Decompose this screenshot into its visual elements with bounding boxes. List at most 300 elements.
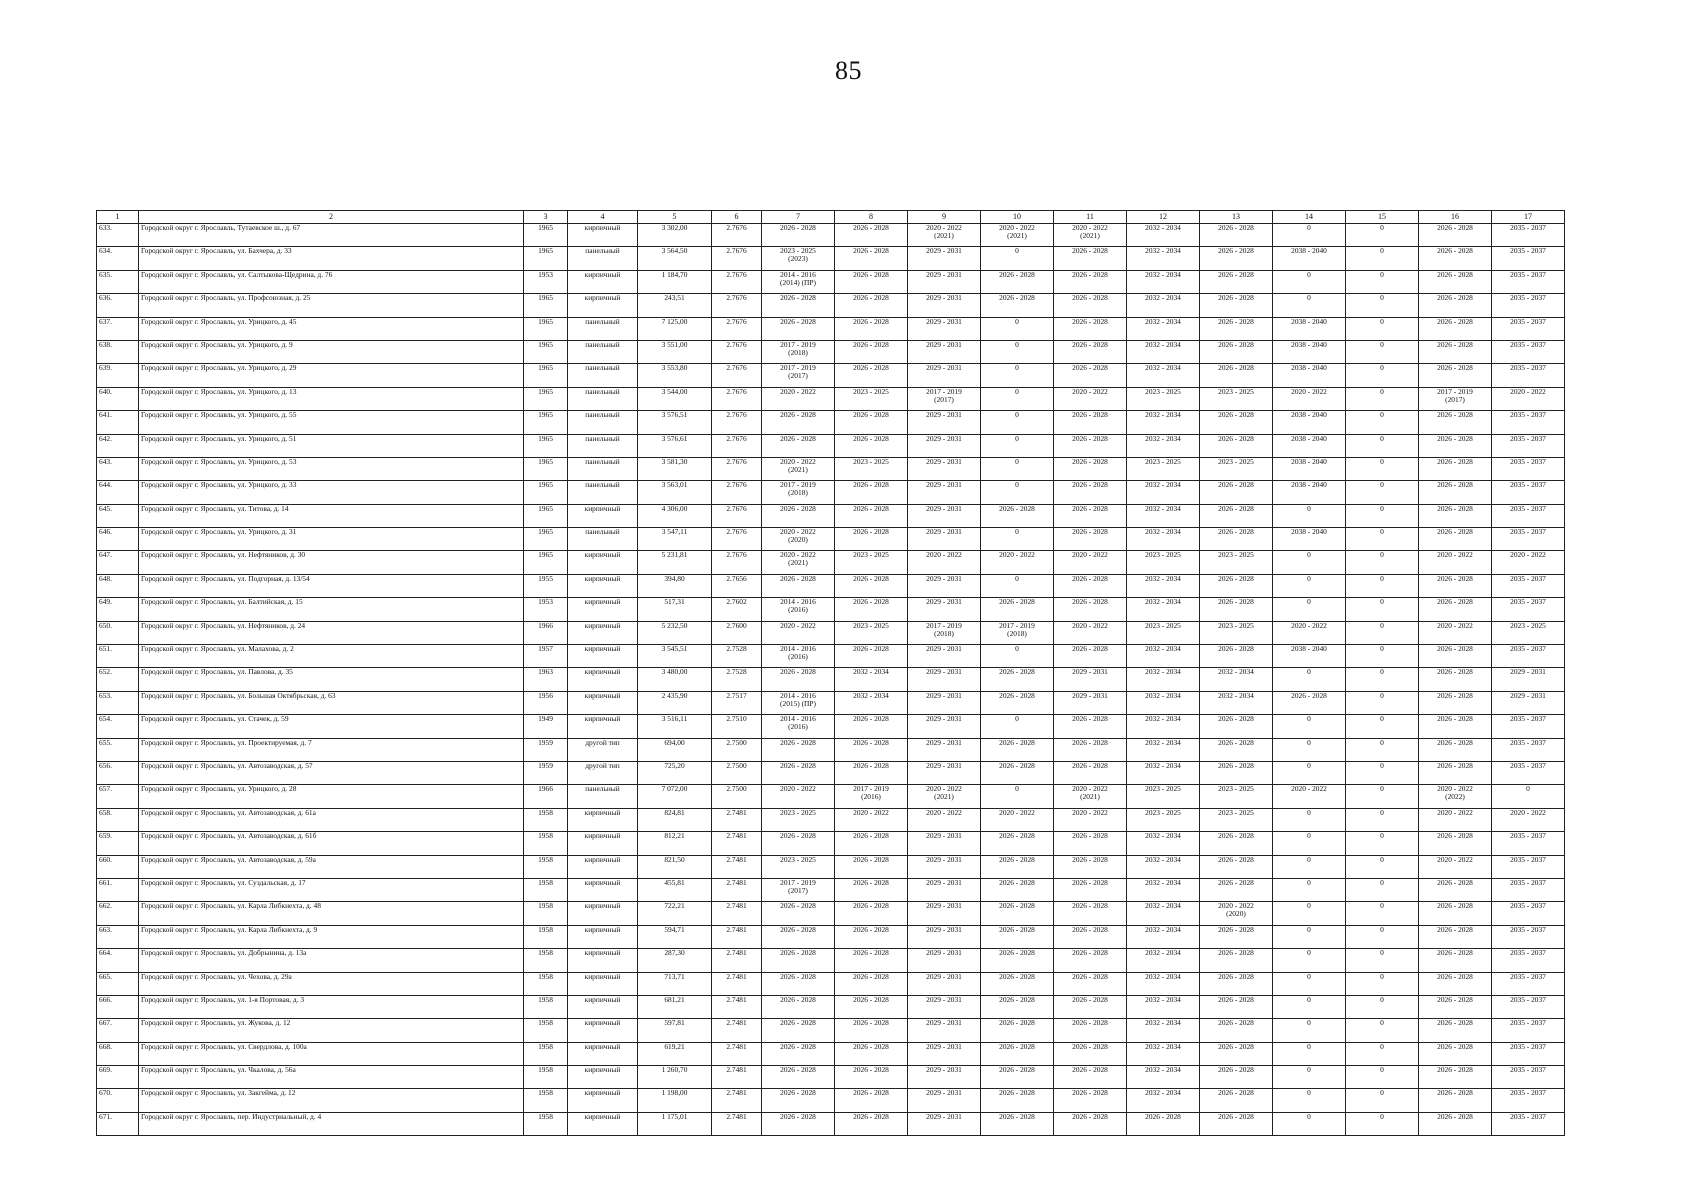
ratio-cell: 2.7481 bbox=[712, 1112, 762, 1135]
year-built-cell: 1965 bbox=[524, 387, 568, 410]
col-8-cell: 2026 - 2028 bbox=[835, 411, 908, 434]
wall-material-cell: кирпичный bbox=[568, 551, 638, 574]
wall-material-cell: кирпичный bbox=[568, 972, 638, 995]
table-row bbox=[97, 481, 1565, 504]
col-17-cell: 2035 - 2037 bbox=[1492, 574, 1565, 597]
area-cell: 7 125,00 bbox=[638, 317, 712, 340]
wall-material-cell: кирпичный bbox=[568, 598, 638, 621]
table-row bbox=[97, 457, 1565, 480]
col-13-cell: 2023 - 2025 bbox=[1200, 457, 1273, 480]
col-7-cell: 2026 - 2028 bbox=[762, 925, 835, 948]
area-cell: 3 302,00 bbox=[638, 224, 712, 247]
col-7-cell: 2017 - 2019 (2018) bbox=[762, 340, 835, 363]
address-cell: Городской округ г. Ярославль, ул. Большая Октябрьская, д. 63 bbox=[139, 691, 524, 714]
col-17-cell: 2035 - 2037 bbox=[1492, 1019, 1565, 1042]
col-7-cell: 2017 - 2019 (2017) bbox=[762, 364, 835, 387]
address-cell: Городской округ г. Ярославль, ул. Автозаводская, д. 57 bbox=[139, 761, 524, 784]
col-10-cell: 0 bbox=[981, 457, 1054, 480]
col-12-cell: 2032 - 2034 bbox=[1127, 1089, 1200, 1112]
area-cell: 681,21 bbox=[638, 995, 712, 1018]
col-13-cell: 2026 - 2028 bbox=[1200, 434, 1273, 457]
row-number-cell: 670. bbox=[97, 1089, 139, 1112]
address-cell: Городской округ г. Ярославль, ул. Нефтяников, д. 24 bbox=[139, 621, 524, 644]
col-10-cell: 2026 - 2028 bbox=[981, 878, 1054, 901]
area-cell: 821,50 bbox=[638, 855, 712, 878]
row-number-cell: 638. bbox=[97, 340, 139, 363]
col-14-cell: 0 bbox=[1273, 808, 1346, 831]
col-8-cell: 2026 - 2028 bbox=[835, 645, 908, 668]
col-14-cell: 0 bbox=[1273, 1042, 1346, 1065]
address-cell: Городской округ г. Ярославль, ул. Нефтяников, д. 30 bbox=[139, 551, 524, 574]
col-8-cell: 2017 - 2019 (2016) bbox=[835, 785, 908, 808]
col-9-cell: 2029 - 2031 bbox=[908, 761, 981, 784]
col-11-cell: 2026 - 2028 bbox=[1054, 761, 1127, 784]
table-row bbox=[97, 715, 1565, 738]
ratio-cell: 2.7676 bbox=[712, 340, 762, 363]
wall-material-cell: кирпичный bbox=[568, 1112, 638, 1135]
col-10-cell: 2026 - 2028 bbox=[981, 668, 1054, 691]
row-number-cell: 664. bbox=[97, 949, 139, 972]
col-9-cell: 2029 - 2031 bbox=[908, 457, 981, 480]
col-15-cell: 0 bbox=[1346, 761, 1419, 784]
col-12-cell: 2023 - 2025 bbox=[1127, 457, 1200, 480]
row-number-cell: 667. bbox=[97, 1019, 139, 1042]
col-17-cell: 0 bbox=[1492, 785, 1565, 808]
col-12-cell: 2032 - 2034 bbox=[1127, 832, 1200, 855]
wall-material-cell: панельный bbox=[568, 481, 638, 504]
row-number-cell: 648. bbox=[97, 574, 139, 597]
col-13-cell: 2023 - 2025 bbox=[1200, 621, 1273, 644]
wall-material-cell: панельный bbox=[568, 247, 638, 270]
col-12-cell: 2032 - 2034 bbox=[1127, 317, 1200, 340]
address-cell: Городской округ г. Ярославль, ул. Урицкого, д. 28 bbox=[139, 785, 524, 808]
col-10-cell: 0 bbox=[981, 247, 1054, 270]
address-cell: Городской округ г. Ярославль, ул. Урицкого, д. 55 bbox=[139, 411, 524, 434]
col-9-cell: 2029 - 2031 bbox=[908, 598, 981, 621]
col-9-cell: 2029 - 2031 bbox=[908, 364, 981, 387]
col-11-cell: 2026 - 2028 bbox=[1054, 1042, 1127, 1065]
address-cell: Городской округ г. Ярославль, ул. Чехова, д. 29а bbox=[139, 972, 524, 995]
col-17-cell: 2020 - 2022 bbox=[1492, 808, 1565, 831]
col-13-cell: 2032 - 2034 bbox=[1200, 691, 1273, 714]
col-9-cell: 2020 - 2022 (2021) bbox=[908, 785, 981, 808]
col-12-cell: 2032 - 2034 bbox=[1127, 878, 1200, 901]
col-11-cell: 2026 - 2028 bbox=[1054, 738, 1127, 761]
col-15-cell: 0 bbox=[1346, 294, 1419, 317]
col-7-cell: 2026 - 2028 bbox=[762, 411, 835, 434]
ratio-cell: 2.7500 bbox=[712, 761, 762, 784]
year-built-cell: 1965 bbox=[524, 457, 568, 480]
col-11-cell: 2020 - 2022 bbox=[1054, 621, 1127, 644]
address-cell: Городской округ г. Ярославль, ул. Карла Либкнехта, д. 48 bbox=[139, 902, 524, 925]
col-17-cell: 2035 - 2037 bbox=[1492, 247, 1565, 270]
row-number-cell: 658. bbox=[97, 808, 139, 831]
col-14-cell: 2026 - 2028 bbox=[1273, 691, 1346, 714]
col-16-cell: 2026 - 2028 bbox=[1419, 832, 1492, 855]
col-9-cell: 2017 - 2019 (2018) bbox=[908, 621, 981, 644]
col-7-cell: 2026 - 2028 bbox=[762, 1112, 835, 1135]
col-11-cell: 2026 - 2028 bbox=[1054, 574, 1127, 597]
col-12-cell: 2032 - 2034 bbox=[1127, 949, 1200, 972]
col-15-cell: 0 bbox=[1346, 925, 1419, 948]
col-10-cell: 0 bbox=[981, 715, 1054, 738]
row-number-cell: 635. bbox=[97, 270, 139, 293]
col-17-cell: 2035 - 2037 bbox=[1492, 1089, 1565, 1112]
wall-material-cell: панельный bbox=[568, 387, 638, 410]
col-9-cell: 2029 - 2031 bbox=[908, 247, 981, 270]
col-13-cell: 2026 - 2028 bbox=[1200, 715, 1273, 738]
col-7-cell: 2026 - 2028 bbox=[762, 668, 835, 691]
col-14-cell: 0 bbox=[1273, 1066, 1346, 1089]
ratio-cell: 2.7481 bbox=[712, 972, 762, 995]
col-10-cell: 2026 - 2028 bbox=[981, 855, 1054, 878]
table-row bbox=[97, 878, 1565, 901]
table-row bbox=[97, 621, 1565, 644]
col-17-cell: 2035 - 2037 bbox=[1492, 925, 1565, 948]
col-15-cell: 0 bbox=[1346, 364, 1419, 387]
col-7-cell: 2026 - 2028 bbox=[762, 832, 835, 855]
col-7-cell: 2014 - 2016 (2016) bbox=[762, 598, 835, 621]
col-7-cell: 2026 - 2028 bbox=[762, 1019, 835, 1042]
ratio-cell: 2.7676 bbox=[712, 411, 762, 434]
col-7-cell: 2020 - 2022 (2021) bbox=[762, 551, 835, 574]
col-15-cell: 0 bbox=[1346, 878, 1419, 901]
col-13-cell: 2026 - 2028 bbox=[1200, 340, 1273, 363]
col-12-cell: 2032 - 2034 bbox=[1127, 598, 1200, 621]
col-11-cell: 2026 - 2028 bbox=[1054, 528, 1127, 551]
col-11-cell: 2026 - 2028 bbox=[1054, 878, 1127, 901]
col-17-cell: 2035 - 2037 bbox=[1492, 902, 1565, 925]
col-17-cell: 2035 - 2037 bbox=[1492, 224, 1565, 247]
row-number-cell: 657. bbox=[97, 785, 139, 808]
area-cell: 3 576,51 bbox=[638, 411, 712, 434]
col-17-cell: 2035 - 2037 bbox=[1492, 340, 1565, 363]
table-row bbox=[97, 1019, 1565, 1042]
area-cell: 517,31 bbox=[638, 598, 712, 621]
col-8-cell: 2026 - 2028 bbox=[835, 364, 908, 387]
wall-material-cell: панельный bbox=[568, 785, 638, 808]
col-17-cell: 2035 - 2037 bbox=[1492, 411, 1565, 434]
ratio-cell: 2.7500 bbox=[712, 738, 762, 761]
col-11-cell: 2020 - 2022 bbox=[1054, 551, 1127, 574]
year-built-cell: 1959 bbox=[524, 761, 568, 784]
col-16-cell: 2026 - 2028 bbox=[1419, 481, 1492, 504]
col-8-cell: 2026 - 2028 bbox=[835, 270, 908, 293]
year-built-cell: 1965 bbox=[524, 317, 568, 340]
area-cell: 5 231,81 bbox=[638, 551, 712, 574]
col-11-cell: 2029 - 2031 bbox=[1054, 691, 1127, 714]
col-7-cell: 2026 - 2028 bbox=[762, 972, 835, 995]
col-16-cell: 2026 - 2028 bbox=[1419, 995, 1492, 1018]
year-built-cell: 1958 bbox=[524, 808, 568, 831]
area-cell: 824,81 bbox=[638, 808, 712, 831]
col-8-cell: 2026 - 2028 bbox=[835, 574, 908, 597]
col-10-cell: 2026 - 2028 bbox=[981, 1066, 1054, 1089]
col-15-cell: 0 bbox=[1346, 995, 1419, 1018]
address-cell: Городской округ г. Ярославль, ул. Автозаводская, д. 61а bbox=[139, 808, 524, 831]
col-9-cell: 2029 - 2031 bbox=[908, 715, 981, 738]
table-row bbox=[97, 434, 1565, 457]
col-12-cell: 2032 - 2034 bbox=[1127, 855, 1200, 878]
col-11-cell: 2029 - 2031 bbox=[1054, 668, 1127, 691]
col-14-cell: 0 bbox=[1273, 761, 1346, 784]
col-17-cell: 2035 - 2037 bbox=[1492, 832, 1565, 855]
wall-material-cell: кирпичный bbox=[568, 270, 638, 293]
row-number-cell: 645. bbox=[97, 504, 139, 527]
col-12-cell: 2032 - 2034 bbox=[1127, 270, 1200, 293]
col-12-cell: 2032 - 2034 bbox=[1127, 738, 1200, 761]
col-8-cell: 2026 - 2028 bbox=[835, 294, 908, 317]
year-built-cell: 1965 bbox=[524, 551, 568, 574]
col-16-cell: 2026 - 2028 bbox=[1419, 738, 1492, 761]
col-14-cell: 2020 - 2022 bbox=[1273, 621, 1346, 644]
col-7-cell: 2026 - 2028 bbox=[762, 317, 835, 340]
col-17-cell: 2035 - 2037 bbox=[1492, 949, 1565, 972]
col-16-cell: 2026 - 2028 bbox=[1419, 1066, 1492, 1089]
col-7-cell: 2014 - 2016 (2014) (ПР) bbox=[762, 270, 835, 293]
area-cell: 5 232,50 bbox=[638, 621, 712, 644]
col-12-cell: 2032 - 2034 bbox=[1127, 434, 1200, 457]
col-8-cell: 2032 - 2034 bbox=[835, 691, 908, 714]
col-13-cell: 2026 - 2028 bbox=[1200, 761, 1273, 784]
year-built-cell: 1958 bbox=[524, 902, 568, 925]
year-built-cell: 1958 bbox=[524, 1042, 568, 1065]
column-number-cell: 7 bbox=[762, 211, 835, 224]
address-cell: Городской округ г. Ярославль, ул. Павлова, д. 35 bbox=[139, 668, 524, 691]
address-cell: Городской округ г. Ярославль, ул. Урицкого, д. 45 bbox=[139, 317, 524, 340]
col-8-cell: 2026 - 2028 bbox=[835, 832, 908, 855]
year-built-cell: 1958 bbox=[524, 878, 568, 901]
col-17-cell: 2035 - 2037 bbox=[1492, 645, 1565, 668]
area-cell: 1 184,70 bbox=[638, 270, 712, 293]
col-15-cell: 0 bbox=[1346, 411, 1419, 434]
col-10-cell: 0 bbox=[981, 481, 1054, 504]
ratio-cell: 2.7481 bbox=[712, 1019, 762, 1042]
col-15-cell: 0 bbox=[1346, 645, 1419, 668]
col-16-cell: 2017 - 2019 (2017) bbox=[1419, 387, 1492, 410]
col-8-cell: 2026 - 2028 bbox=[835, 224, 908, 247]
table-row bbox=[97, 294, 1565, 317]
col-11-cell: 2026 - 2028 bbox=[1054, 1019, 1127, 1042]
col-9-cell: 2029 - 2031 bbox=[908, 528, 981, 551]
column-number-cell: 12 bbox=[1127, 211, 1200, 224]
col-12-cell: 2032 - 2034 bbox=[1127, 294, 1200, 317]
col-13-cell: 2026 - 2028 bbox=[1200, 949, 1273, 972]
col-10-cell: 0 bbox=[981, 411, 1054, 434]
year-built-cell: 1955 bbox=[524, 574, 568, 597]
col-12-cell: 2032 - 2034 bbox=[1127, 574, 1200, 597]
column-number-cell: 5 bbox=[638, 211, 712, 224]
col-11-cell: 2020 - 2022 bbox=[1054, 808, 1127, 831]
col-11-cell: 2026 - 2028 bbox=[1054, 270, 1127, 293]
year-built-cell: 1958 bbox=[524, 995, 568, 1018]
ratio-cell: 2.7528 bbox=[712, 668, 762, 691]
col-10-cell: 2020 - 2022 (2021) bbox=[981, 224, 1054, 247]
col-16-cell: 2026 - 2028 bbox=[1419, 1089, 1492, 1112]
col-15-cell: 0 bbox=[1346, 317, 1419, 340]
wall-material-cell: панельный bbox=[568, 457, 638, 480]
col-13-cell: 2020 - 2022 (2020) bbox=[1200, 902, 1273, 925]
year-built-cell: 1965 bbox=[524, 528, 568, 551]
col-14-cell: 2038 - 2040 bbox=[1273, 457, 1346, 480]
area-cell: 3 480,00 bbox=[638, 668, 712, 691]
row-number-cell: 652. bbox=[97, 668, 139, 691]
col-7-cell: 2014 - 2016 (2016) bbox=[762, 645, 835, 668]
col-17-cell: 2035 - 2037 bbox=[1492, 855, 1565, 878]
col-12-cell: 2032 - 2034 bbox=[1127, 1066, 1200, 1089]
col-15-cell: 0 bbox=[1346, 832, 1419, 855]
ratio-cell: 2.7676 bbox=[712, 387, 762, 410]
col-17-cell: 2035 - 2037 bbox=[1492, 738, 1565, 761]
ratio-cell: 2.7481 bbox=[712, 808, 762, 831]
col-16-cell: 2026 - 2028 bbox=[1419, 925, 1492, 948]
area-cell: 1 260,70 bbox=[638, 1066, 712, 1089]
area-cell: 3 544,00 bbox=[638, 387, 712, 410]
col-9-cell: 2029 - 2031 bbox=[908, 691, 981, 714]
col-12-cell: 2032 - 2034 bbox=[1127, 340, 1200, 363]
col-7-cell: 2026 - 2028 bbox=[762, 995, 835, 1018]
page-number: 85 bbox=[835, 56, 862, 85]
col-15-cell: 0 bbox=[1346, 1089, 1419, 1112]
col-14-cell: 2038 - 2040 bbox=[1273, 364, 1346, 387]
row-number-cell: 661. bbox=[97, 878, 139, 901]
column-number-cell: 6 bbox=[712, 211, 762, 224]
row-number-cell: 633. bbox=[97, 224, 139, 247]
row-number-cell: 634. bbox=[97, 247, 139, 270]
column-number-cell: 2 bbox=[139, 211, 524, 224]
year-built-cell: 1965 bbox=[524, 481, 568, 504]
col-15-cell: 0 bbox=[1346, 668, 1419, 691]
ratio-cell: 2.7676 bbox=[712, 551, 762, 574]
table-row bbox=[97, 224, 1565, 247]
address-cell: Городской округ г. Ярославль, ул. Балтийская, д. 15 bbox=[139, 598, 524, 621]
col-15-cell: 0 bbox=[1346, 387, 1419, 410]
col-11-cell: 2026 - 2028 bbox=[1054, 317, 1127, 340]
col-15-cell: 0 bbox=[1346, 691, 1419, 714]
col-17-cell: 2020 - 2022 bbox=[1492, 551, 1565, 574]
wall-material-cell: другой тип bbox=[568, 761, 638, 784]
col-10-cell: 0 bbox=[981, 434, 1054, 457]
col-13-cell: 2026 - 2028 bbox=[1200, 1089, 1273, 1112]
col-7-cell: 2017 - 2019 (2017) bbox=[762, 878, 835, 901]
row-number-cell: 643. bbox=[97, 457, 139, 480]
col-14-cell: 0 bbox=[1273, 1019, 1346, 1042]
column-number-cell: 15 bbox=[1346, 211, 1419, 224]
area-cell: 594,71 bbox=[638, 925, 712, 948]
col-9-cell: 2029 - 2031 bbox=[908, 434, 981, 457]
row-number-cell: 668. bbox=[97, 1042, 139, 1065]
col-10-cell: 2026 - 2028 bbox=[981, 832, 1054, 855]
col-8-cell: 2026 - 2028 bbox=[835, 1112, 908, 1135]
col-10-cell: 0 bbox=[981, 340, 1054, 363]
address-cell: Городской округ г. Ярославль, ул. Урицкого, д. 29 bbox=[139, 364, 524, 387]
col-13-cell: 2026 - 2028 bbox=[1200, 598, 1273, 621]
table-row bbox=[97, 551, 1565, 574]
col-7-cell: 2026 - 2028 bbox=[762, 949, 835, 972]
table-row bbox=[97, 902, 1565, 925]
col-16-cell: 2026 - 2028 bbox=[1419, 294, 1492, 317]
col-9-cell: 2029 - 2031 bbox=[908, 481, 981, 504]
table-row bbox=[97, 1112, 1565, 1135]
col-11-cell: 2026 - 2028 bbox=[1054, 340, 1127, 363]
col-13-cell: 2026 - 2028 bbox=[1200, 738, 1273, 761]
ratio-cell: 2.7481 bbox=[712, 1089, 762, 1112]
wall-material-cell: кирпичный bbox=[568, 224, 638, 247]
col-10-cell: 2026 - 2028 bbox=[981, 270, 1054, 293]
col-13-cell: 2026 - 2028 bbox=[1200, 1019, 1273, 1042]
col-13-cell: 2026 - 2028 bbox=[1200, 504, 1273, 527]
col-11-cell: 2020 - 2022 (2021) bbox=[1054, 224, 1127, 247]
col-8-cell: 2026 - 2028 bbox=[835, 1019, 908, 1042]
col-10-cell: 2017 - 2019 (2018) bbox=[981, 621, 1054, 644]
col-15-cell: 0 bbox=[1346, 457, 1419, 480]
col-11-cell: 2026 - 2028 bbox=[1054, 294, 1127, 317]
table-row bbox=[97, 855, 1565, 878]
wall-material-cell: панельный bbox=[568, 411, 638, 434]
address-cell: Городской округ г. Ярославль, ул. Закгейма, д. 12 bbox=[139, 1089, 524, 1112]
col-17-cell: 2035 - 2037 bbox=[1492, 1112, 1565, 1135]
col-14-cell: 0 bbox=[1273, 270, 1346, 293]
col-16-cell: 2026 - 2028 bbox=[1419, 878, 1492, 901]
table-row bbox=[97, 504, 1565, 527]
col-7-cell: 2026 - 2028 bbox=[762, 574, 835, 597]
col-14-cell: 0 bbox=[1273, 668, 1346, 691]
wall-material-cell: панельный bbox=[568, 317, 638, 340]
col-10-cell: 2026 - 2028 bbox=[981, 1089, 1054, 1112]
wall-material-cell: кирпичный bbox=[568, 902, 638, 925]
col-10-cell: 0 bbox=[981, 574, 1054, 597]
col-12-cell: 2032 - 2034 bbox=[1127, 715, 1200, 738]
col-16-cell: 2026 - 2028 bbox=[1419, 1112, 1492, 1135]
col-12-cell: 2023 - 2025 bbox=[1127, 551, 1200, 574]
col-13-cell: 2026 - 2028 bbox=[1200, 364, 1273, 387]
address-cell: Городской округ г. Ярославль, ул. Бахчера, д. 33 bbox=[139, 247, 524, 270]
col-16-cell: 2026 - 2028 bbox=[1419, 715, 1492, 738]
col-9-cell: 2020 - 2022 (2021) bbox=[908, 224, 981, 247]
wall-material-cell: кирпичный bbox=[568, 1066, 638, 1089]
ratio-cell: 2.7676 bbox=[712, 247, 762, 270]
table-body bbox=[97, 211, 1565, 1136]
col-15-cell: 0 bbox=[1346, 1042, 1419, 1065]
year-built-cell: 1966 bbox=[524, 785, 568, 808]
col-9-cell: 2029 - 2031 bbox=[908, 504, 981, 527]
col-11-cell: 2026 - 2028 bbox=[1054, 902, 1127, 925]
col-9-cell: 2029 - 2031 bbox=[908, 294, 981, 317]
row-number-cell: 662. bbox=[97, 902, 139, 925]
col-16-cell: 2026 - 2028 bbox=[1419, 411, 1492, 434]
address-cell: Городской округ г. Ярославль, ул. Урицкого, д. 33 bbox=[139, 481, 524, 504]
col-11-cell: 2020 - 2022 bbox=[1054, 387, 1127, 410]
area-cell: 713,71 bbox=[638, 972, 712, 995]
ratio-cell: 2.7481 bbox=[712, 995, 762, 1018]
col-16-cell: 2020 - 2022 bbox=[1419, 551, 1492, 574]
col-17-cell: 2029 - 2031 bbox=[1492, 691, 1565, 714]
address-cell: Городской округ г. Ярославль, ул. Профсоюзная, д. 25 bbox=[139, 294, 524, 317]
col-10-cell: 0 bbox=[981, 785, 1054, 808]
wall-material-cell: кирпичный bbox=[568, 574, 638, 597]
col-10-cell: 2026 - 2028 bbox=[981, 1112, 1054, 1135]
ratio-cell: 2.7481 bbox=[712, 902, 762, 925]
col-10-cell: 0 bbox=[981, 528, 1054, 551]
table-row bbox=[97, 411, 1565, 434]
table-row bbox=[97, 387, 1565, 410]
ratio-cell: 2.7481 bbox=[712, 878, 762, 901]
ratio-cell: 2.7600 bbox=[712, 621, 762, 644]
col-7-cell: 2020 - 2022 bbox=[762, 621, 835, 644]
year-built-cell: 1965 bbox=[524, 294, 568, 317]
col-16-cell: 2026 - 2028 bbox=[1419, 598, 1492, 621]
col-16-cell: 2026 - 2028 bbox=[1419, 1019, 1492, 1042]
